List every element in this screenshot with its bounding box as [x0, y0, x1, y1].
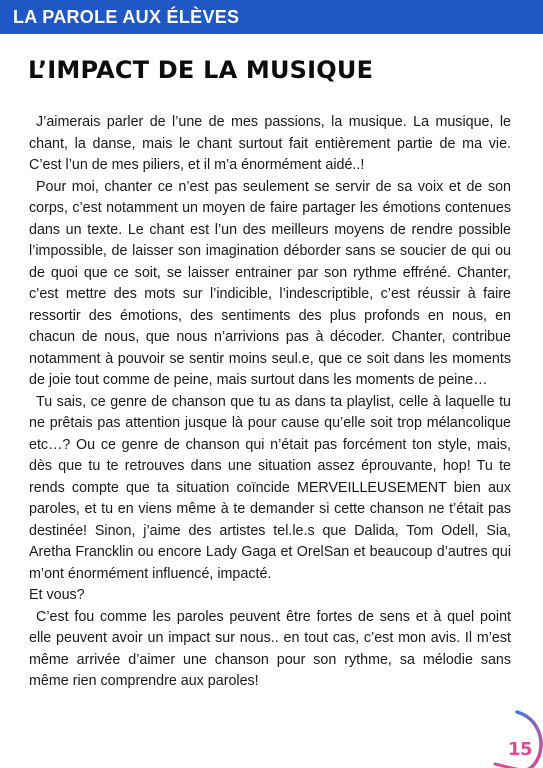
- section-label: LA PAROLE AUX ÉLÈVES: [13, 6, 240, 27]
- page-number: 15: [507, 739, 532, 760]
- article-paragraph: Tu sais, ce genre de chanson que tu as dans ta playlist, celle à laquelle tu ne prêtais pas attention jusque là pour cause qu’elle soit trop mélancolique etc…? Ou ce genre de chanson qui n’était pas forcément ton style, mais, dès que tu te retrouves dans une situation assez éprouvante, hop! Tu te rends compte que ta situation coïncide MERVEILLEUSEMENT bien aux paroles, et tu en viens même à te demander si cette chanson ne t’était pas destinée! Sinon, j’aime des artistes tel.le.s que Dalida, Tom Odell, Sia, Aretha Francklin ou encore Lady Gaga et OrelSan et beaucoup d’autres qui m’ont énormément influencé, impacté.: [29, 393, 511, 582]
- article-paragraph: J’aimerais parler de l’une de mes passions, la musique. La musique, le chant, la danse, mais le chant surtout fait entièrement partie de ma vie. C’est l’un de mes piliers, et il m’a énormément aidé..!: [29, 114, 511, 173]
- article-title: L’IMPACT DE LA MUSIQUE: [28, 56, 374, 84]
- article-paragraph: Et vous?: [29, 587, 85, 603]
- article-paragraph: C’est fou comme les paroles peuvent être fortes de sens et à quel point elle peuvent avoir un impact sur nous.. en tout cas, c’est mon avis. Il m’est même arrivée d’aimer une chanson pour son rythme, sa mélodie sans même rien comprendre aux paroles!: [29, 608, 511, 689]
- article-paragraph: Pour moi, chanter ce n’est pas seulement se servir de sa voix et de son corps, c’est notamment un moyen de faire partager les émotions contenues dans un texte. Le chant est l’un des meilleurs moyens de rendre possible l’impossible, de laisser son imagination déborder sans se soucier de qui ou de quoi que ce soit, se laisser entrainer par son rythme effréné. Chanter, c’est mettre des mots sur l’indicible, l’indescriptible, c’est réussir à faire ressortir des émotions, des sentiments des plus profonds en nous, en chacun de nous, que nous n’arrivions pas à décoder. Chanter, contribue notamment à pouvoir se sentir moins seul.e, que ce soit dans les moments de joie tout comme de peine, mais surtout dans les moments de peine…: [29, 178, 511, 388]
- article-body: [29, 112, 511, 693]
- section-header-bar: [0, 0, 543, 34]
